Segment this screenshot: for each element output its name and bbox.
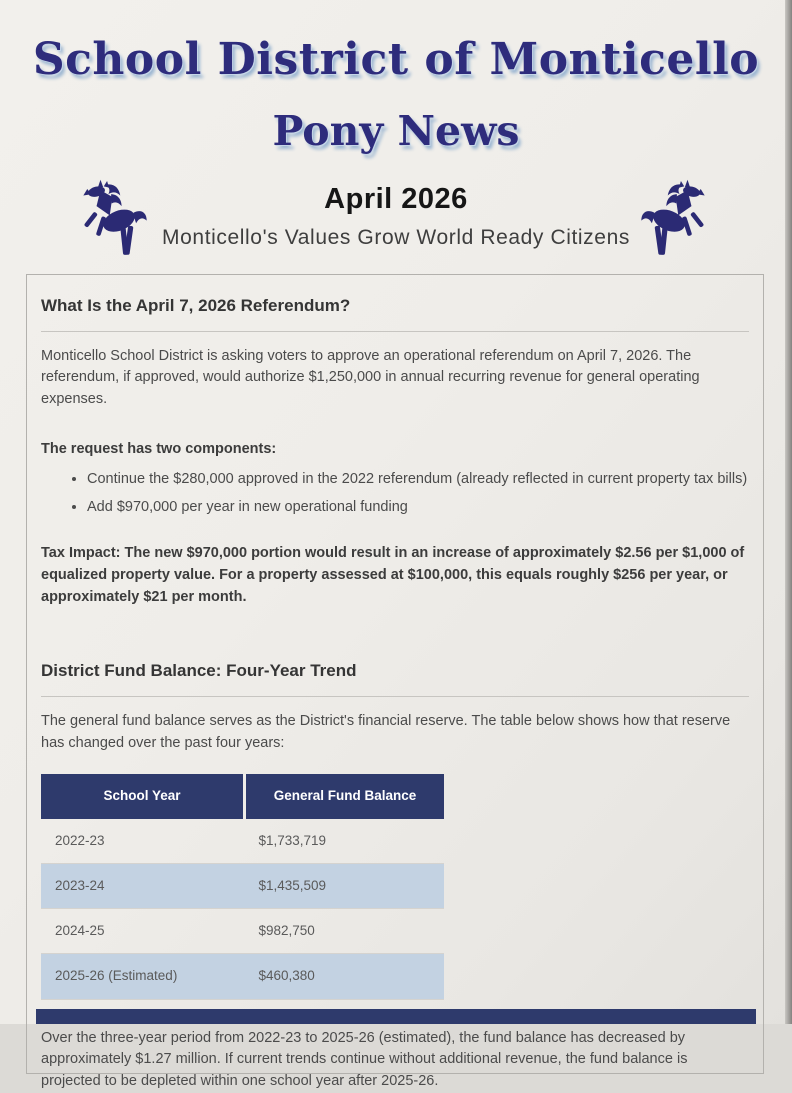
newsletter-body <box>26 274 764 1089</box>
col-header-fund-balance: General Fund Balance <box>245 774 445 818</box>
pony-mascot-icon <box>640 178 706 258</box>
tax-impact-paragraph: Tax Impact: The new $970,000 portion would result in an increase of approximately $2.56 per $1,000 of equalized property value. For a property assessed at $100,000, this equals roughly $256 per year, or approximately $21 per month. <box>41 545 745 605</box>
table-row <box>41 954 444 999</box>
district-title: School District of Monticello <box>32 34 760 85</box>
issue-date: April 2026 <box>324 183 468 215</box>
fund-balance-summary: Over the three-year period from 2022-23 to 2025-26 (estimated), the fund balance has decreased by approximately $1.27 million. If current trends continue without additional revenue, the fund balance is projected to be depleted within one school year after 2025-26. <box>41 1029 688 1089</box>
table-cell: $982,750 <box>245 909 445 954</box>
paper-edge-shadow <box>785 0 792 1024</box>
table-cell: 2023-24 <box>41 863 245 908</box>
table-cell: 2022-23 <box>41 819 245 864</box>
tagline: Monticello's Values Grow World Ready Citizens <box>162 226 630 249</box>
components-list <box>41 469 749 520</box>
table-cell: $460,380 <box>245 954 445 999</box>
next-section-header-bar <box>36 1009 756 1024</box>
table-row <box>41 863 444 908</box>
table-cell: $1,733,719 <box>245 819 445 864</box>
fund-balance-table <box>41 774 444 999</box>
list-item: • Continue the $280,000 approved in the 2022 referendum (already reflected in current property tax bills) <box>87 469 749 491</box>
pony-mascot-icon <box>82 178 148 258</box>
list-item: • Add $970,000 per year in new operational funding <box>87 497 749 519</box>
table-row <box>41 909 444 954</box>
table-cell: 2024-25 <box>41 909 245 954</box>
referendum-intro: Monticello School District is asking voters to approve an operational referendum on April 7, 2026. The referendum, if approved, would authorize $1,250,000 in annual recurring revenue for general operating expenses. <box>41 347 700 407</box>
components-label: The request has two components: <box>41 440 277 457</box>
fund-balance-intro: The general fund balance serves as the District's financial reserve. The table below shows how that reserve has changed over the past four years: <box>41 712 731 751</box>
newsletter-title: Pony News <box>272 107 520 155</box>
table-cell: $1,435,509 <box>245 863 445 908</box>
table-cell: 2025-26 (Estimated) <box>41 954 245 999</box>
masthead <box>0 0 792 250</box>
col-header-school-year: School Year <box>41 774 245 818</box>
referendum-heading: What Is the April 7, 2026 Referendum? <box>41 287 749 332</box>
fund-balance-heading: District Fund Balance: Four-Year Trend <box>41 652 749 697</box>
table-header-row <box>41 774 444 818</box>
table-row <box>41 819 444 864</box>
